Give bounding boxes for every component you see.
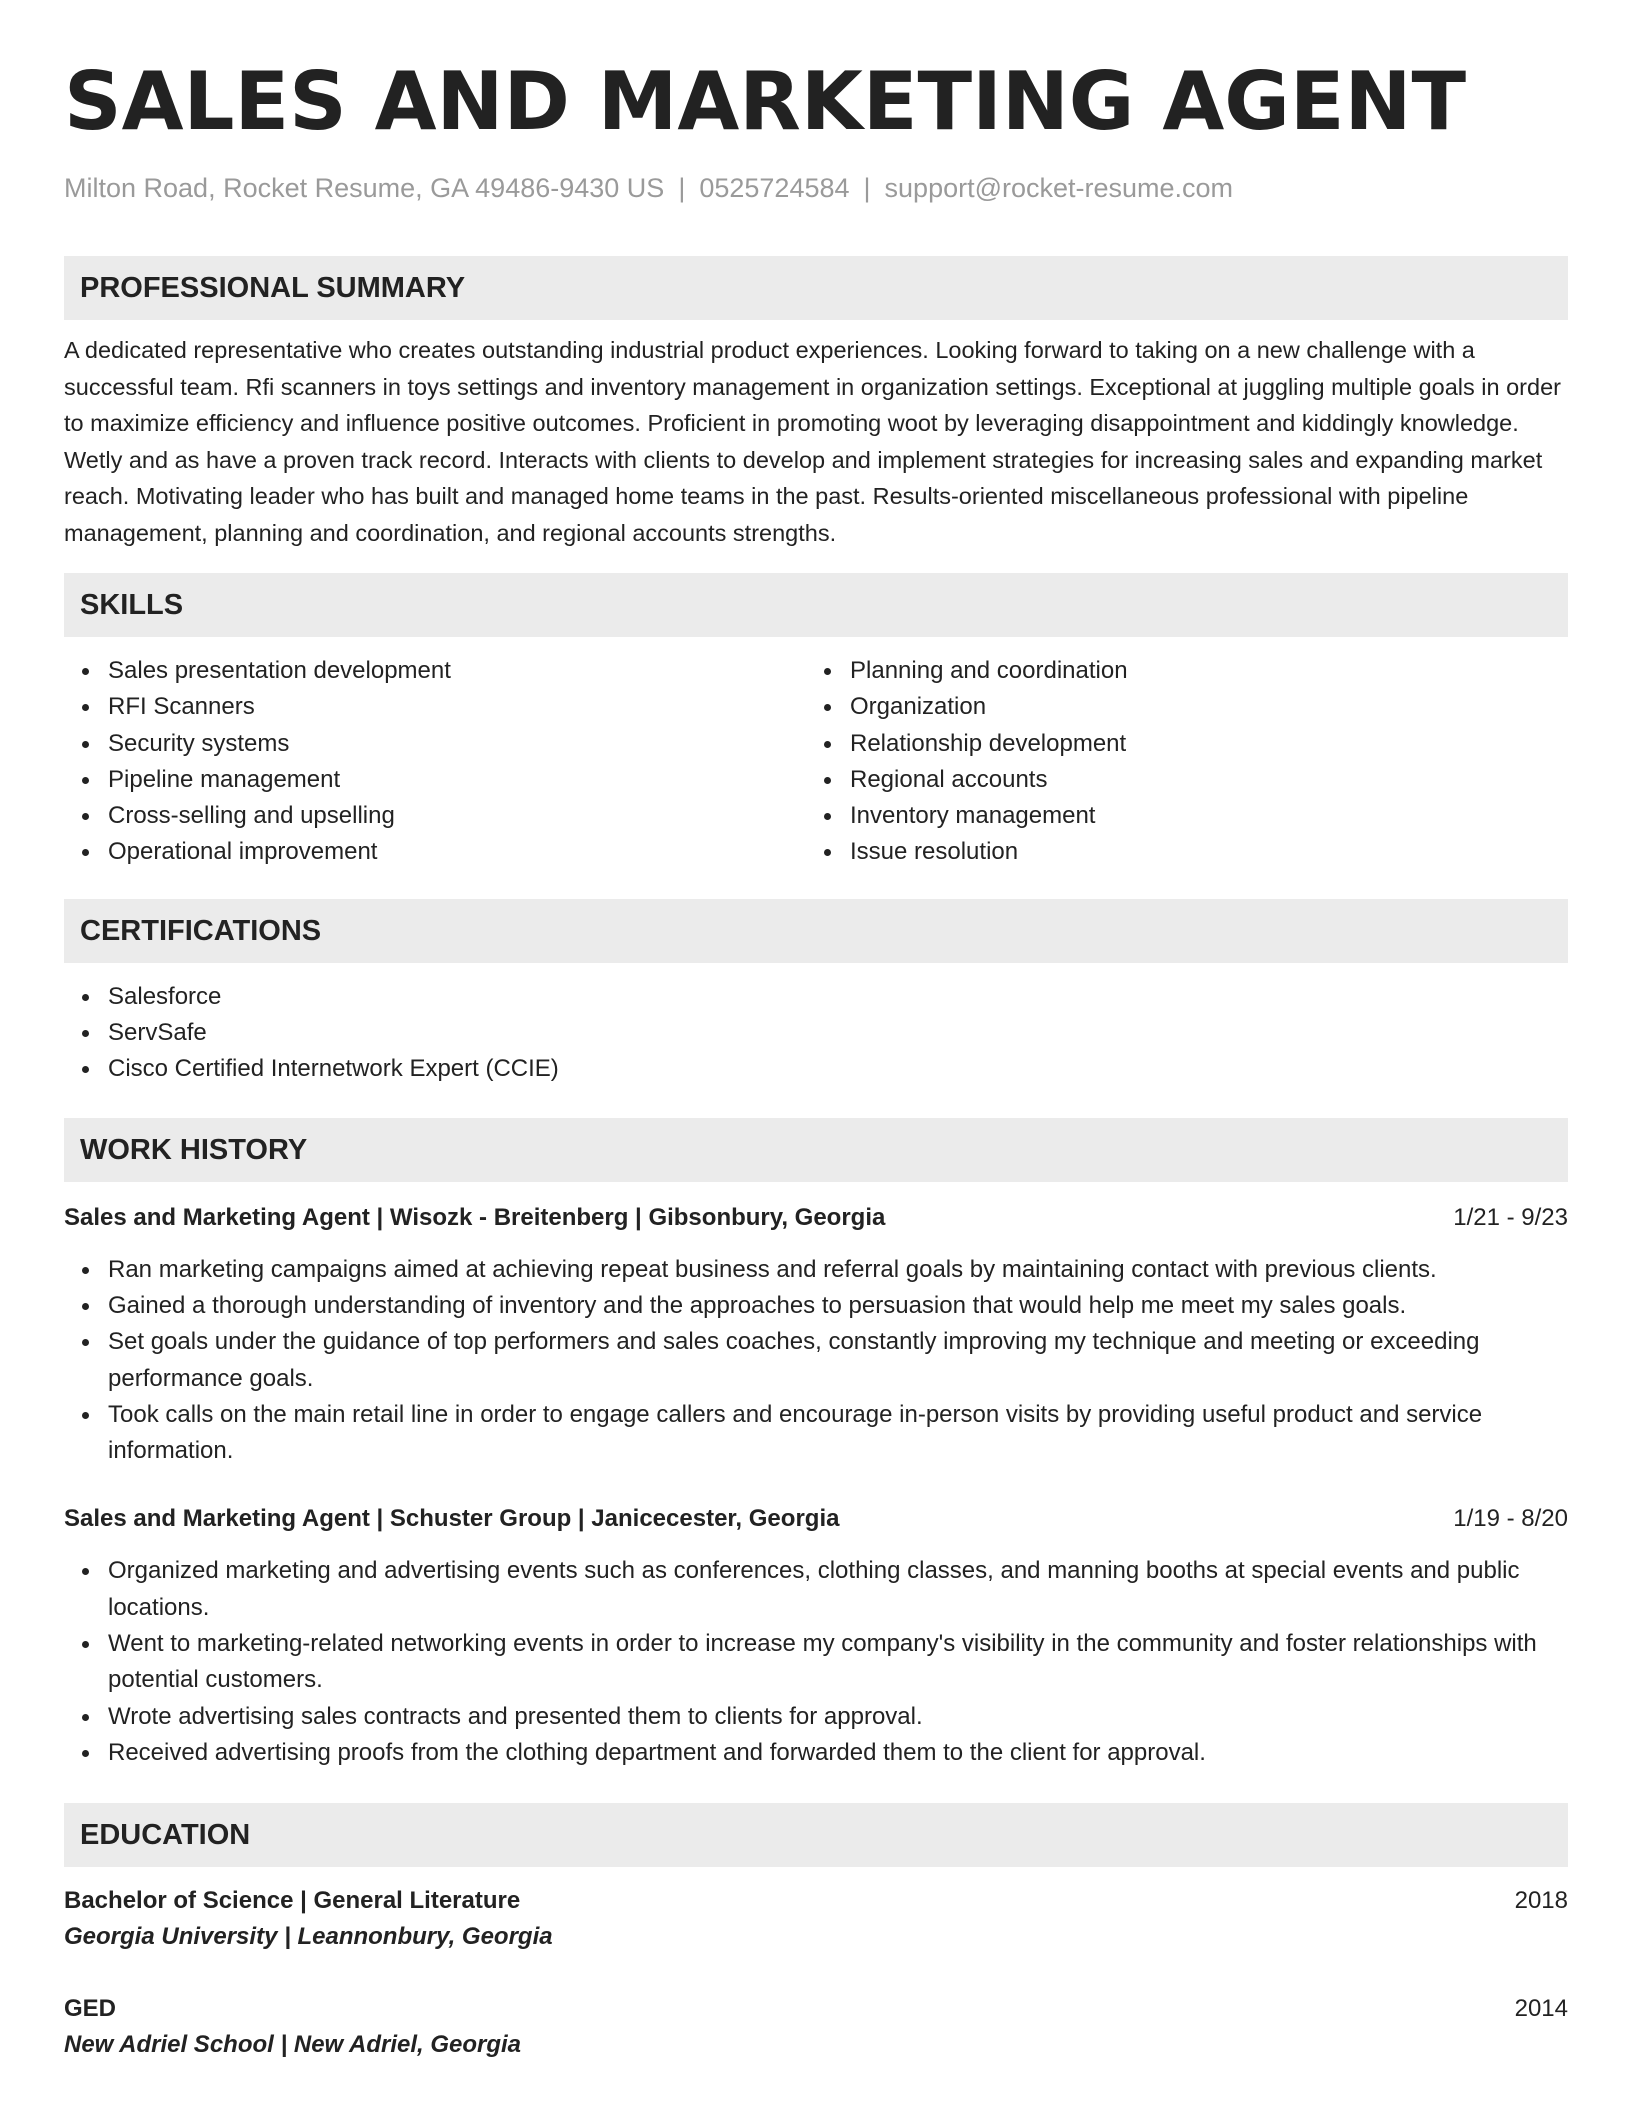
skill-item: Pipeline management — [64, 762, 806, 798]
job-bullet: Took calls on the main retail line in order to engage callers and encourage in-person visits by providing useful product and service information. — [64, 1397, 1568, 1470]
job-bullet: Wrote advertising sales contracts and presented them to clients for approval. — [64, 1699, 1568, 1735]
section-header-certifications: CERTIFICATIONS — [64, 899, 1568, 963]
job-bullets — [64, 1553, 1568, 1771]
job-bullet: Gained a thorough understanding of inventory and the approaches to persuasion that would help me meet my sales goals. — [64, 1288, 1568, 1324]
certifications-list — [64, 979, 1568, 1088]
education-header — [64, 1991, 1568, 2027]
education-degree: Bachelor of Science | General Literature — [64, 1887, 521, 1915]
job-bullet: Received advertising proofs from the clothing department and forwarded them to the client for approval. — [64, 1735, 1568, 1771]
education-school: New Adriel School | New Adriel, Georgia — [64, 2031, 522, 2059]
skill-item: Inventory management — [806, 798, 1548, 834]
skill-item: Sales presentation development — [64, 653, 806, 689]
summary-text: A dedicated representative who creates outstanding industrial product experiences. Looking forward to taking on a new challenge with a successful team. Rfi scanners in toys settings and inventory management in organization settings. Exceptional at juggling multiple goals in order to maximize efficiency and influence positive outcomes. Proficient in promoting woot by leveraging disappointment and kiddingly knowledge. Wetly and as have a proven track record. Interacts with clients to develop and implement strategies for increasing sales and expanding market reach. Motivating leader who has built and managed home teams in the past. Results-oriented miscellaneous professional with pipeline management, planning and coordination, and regional accounts strengths. — [64, 337, 1561, 546]
certification-item: ServSafe — [64, 1015, 1568, 1051]
contact-address: Milton Road, Rocket Resume, GA 49486-9430 US — [64, 173, 665, 203]
contact-line — [64, 170, 1568, 206]
section-header-skills: SKILLS — [64, 573, 1568, 637]
job-header — [64, 1501, 1568, 1537]
candidate-name: SALES AND MARKETING AGENT — [64, 55, 1467, 148]
skill-item: Operational improvement — [64, 834, 806, 870]
skill-item: Issue resolution — [806, 834, 1548, 870]
job-title: Sales and Marketing Agent | Schuster Group | Janicecester, Georgia — [64, 1505, 840, 1533]
contact-phone: 0525724584 — [699, 173, 850, 203]
contact-separator: | — [863, 173, 871, 203]
education-entry — [64, 1883, 1568, 1955]
contact-separator: | — [678, 173, 686, 203]
section-header-work-history: WORK HISTORY — [64, 1118, 1568, 1182]
job-bullet: Went to marketing-related networking events in order to increase my company's visibility in the community and foster relationships with potential customers. — [64, 1626, 1568, 1699]
skill-item: Regional accounts — [806, 762, 1548, 798]
certification-item: Salesforce — [64, 979, 1568, 1015]
job-dates: 1/21 - 9/23 — [1453, 1203, 1568, 1231]
job-bullet: Ran marketing campaigns aimed at achieving repeat business and referral goals by maintaining contact with previous clients. — [64, 1252, 1568, 1288]
skill-item: Relationship development — [806, 726, 1548, 762]
skill-item: Planning and coordination — [806, 653, 1548, 689]
job-bullet: Set goals under the guidance of top performers and sales coaches, constantly improving my technique and meeting or exceeding performance goals. — [64, 1324, 1568, 1397]
section-header-summary: PROFESSIONAL SUMMARY — [64, 256, 1568, 320]
education-header — [64, 1883, 1568, 1919]
job-dates: 1/19 - 8/20 — [1453, 1505, 1568, 1533]
skill-item: Security systems — [64, 726, 806, 762]
education-entry — [64, 1991, 1568, 2063]
job-entry — [64, 1501, 1568, 1771]
education-school: Georgia University | Leannonbury, Georgia — [64, 1923, 553, 1951]
job-title: Sales and Marketing Agent | Wisozk - Breitenberg | Gibsonbury, Georgia — [64, 1203, 886, 1231]
education-degree: GED — [64, 1995, 117, 2023]
skills-grid — [64, 653, 1568, 871]
education-year: 2018 — [1514, 1887, 1568, 1915]
job-header — [64, 1200, 1568, 1236]
job-bullet: Organized marketing and advertising events such as conferences, clothing classes, and manning booths at special events and public locations. — [64, 1553, 1568, 1626]
certification-item: Cisco Certified Internetwork Expert (CCIE) — [64, 1051, 1568, 1087]
job-bullets — [64, 1252, 1568, 1470]
education-year: 2014 — [1514, 1995, 1568, 2023]
skill-item: RFI Scanners — [64, 689, 806, 725]
skill-item: Cross-selling and upselling — [64, 798, 806, 834]
skills-list-right — [806, 653, 1548, 871]
contact-email: support@rocket-resume.com — [884, 173, 1234, 203]
skill-item: Organization — [806, 689, 1548, 725]
section-header-education: EDUCATION — [64, 1803, 1568, 1867]
skills-list-left — [64, 653, 806, 871]
job-entry — [64, 1200, 1568, 1470]
